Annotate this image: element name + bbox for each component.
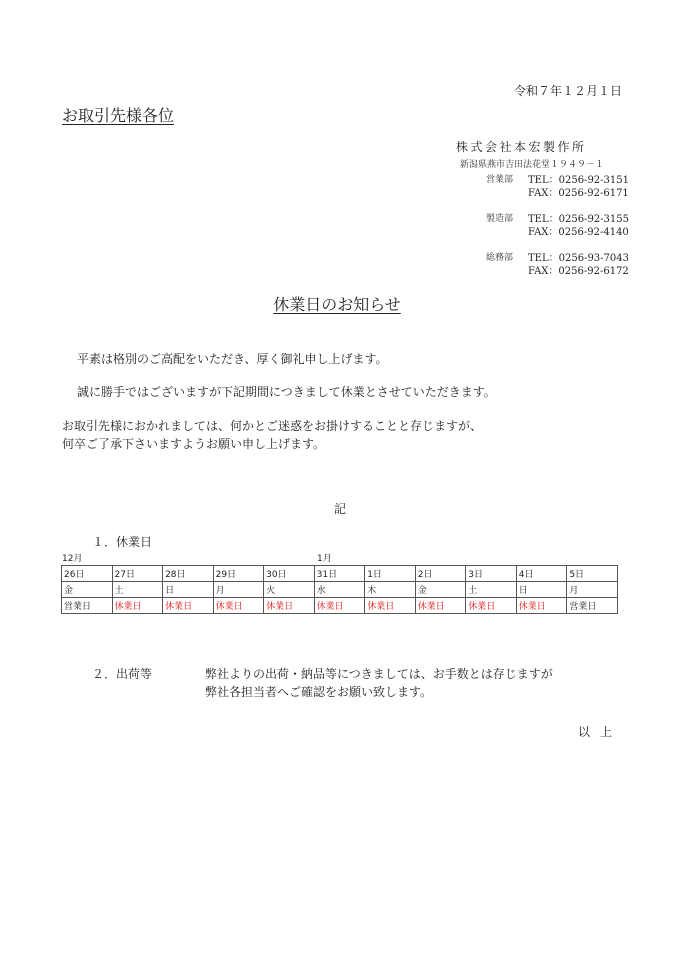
apology-line-1: お取引先様におかれましては、何かとご迷惑をお掛けすることと存じますが、 — [62, 419, 483, 433]
calendar-date-cell: 2日 — [415, 566, 466, 582]
calendar-status-cell: 休業日 — [213, 598, 264, 614]
calendar-status-cell: 休業日 — [112, 598, 163, 614]
calendar-weekday-cell: 月 — [213, 582, 264, 598]
month-january: 1月 — [317, 554, 332, 564]
calendar-status-cell: 営業日 — [62, 598, 113, 614]
document-date: 令和７年１２月１日 — [513, 84, 622, 98]
greeting-paragraph: 平素は格別のご高配をいただき、厚く御礼申し上げます。 — [77, 352, 388, 366]
calendar-date-cell: 3日 — [466, 566, 517, 582]
calendar-weekday-cell: 土 — [466, 582, 517, 598]
section-holidays-label: １．休業日 — [92, 535, 153, 549]
calendar-status-cell: 休業日 — [365, 598, 416, 614]
fax-sales: FAX：0256-92-6171 — [528, 188, 629, 199]
fax-manufacturing: FAX：0256-92-4140 — [528, 227, 629, 238]
dept-manufacturing: 製造部 — [486, 214, 514, 224]
company-address: 新潟県燕市吉田法花堂１９４９－１ — [460, 160, 605, 170]
calendar-date-cell: 26日 — [62, 566, 113, 582]
fax-general-affairs: FAX：0256-92-6172 — [528, 266, 629, 277]
company-name: 株式会社本宏製作所 — [456, 140, 587, 154]
calendar-weekday-cell: 日 — [516, 582, 567, 598]
section-shipping-label: ２．出荷等 — [92, 667, 153, 681]
month-december: 12月 — [62, 554, 83, 564]
ki-marker: 記 — [334, 502, 347, 516]
shipping-text-line-1: 弊社よりの出荷・納品等につきましては、お手数とは存じますが — [205, 667, 553, 681]
notice-title — [0, 292, 674, 315]
calendar-date-cell: 1日 — [365, 566, 416, 582]
calendar-row-weekdays — [62, 582, 618, 598]
addressee: お取引先様各位 — [62, 106, 175, 125]
dept-sales: 営業部 — [486, 175, 514, 185]
calendar-weekday-cell: 土 — [112, 582, 163, 598]
holiday-calendar-table — [61, 565, 618, 614]
calendar-row-dates — [62, 566, 618, 582]
calendar-status-cell: 営業日 — [567, 598, 618, 614]
tel-general-affairs: TEL：0256-93-7043 — [528, 253, 629, 264]
calendar-status-cell: 休業日 — [264, 598, 315, 614]
calendar-weekday-cell: 月 — [567, 582, 618, 598]
apology-line-2: 何卒ご了承下さいますようお願い申し上げます。 — [62, 437, 326, 451]
notice-title-text: 休業日のお知らせ — [273, 295, 401, 314]
closing-mark: 以上 — [577, 725, 622, 739]
dept-general-affairs: 総務部 — [486, 253, 514, 263]
calendar-status-cell: 休業日 — [314, 598, 365, 614]
calendar-date-cell: 4日 — [516, 566, 567, 582]
calendar-status-cell: 休業日 — [466, 598, 517, 614]
calendar-weekday-cell: 木 — [365, 582, 416, 598]
shipping-text-line-2: 弊社各担当者へご確認をお願い致します。 — [205, 685, 433, 699]
calendar-date-cell: 27日 — [112, 566, 163, 582]
calendar-date-cell: 29日 — [213, 566, 264, 582]
tel-manufacturing: TEL：0256-92-3155 — [528, 214, 629, 225]
calendar-date-cell: 31日 — [314, 566, 365, 582]
calendar-row-status — [62, 598, 618, 614]
calendar-status-cell: 休業日 — [516, 598, 567, 614]
calendar-date-cell: 30日 — [264, 566, 315, 582]
calendar-weekday-cell: 日 — [163, 582, 214, 598]
calendar-weekday-cell: 火 — [264, 582, 315, 598]
calendar-weekday-cell: 水 — [314, 582, 365, 598]
calendar-status-cell: 休業日 — [415, 598, 466, 614]
tel-sales: TEL：0256-92-3151 — [528, 175, 629, 186]
calendar-weekday-cell: 金 — [415, 582, 466, 598]
calendar-status-cell: 休業日 — [163, 598, 214, 614]
calendar-weekday-cell: 金 — [62, 582, 113, 598]
calendar-date-cell: 5日 — [567, 566, 618, 582]
closure-paragraph: 誠に勝手ではございますが下記期間につきまして休業とさせていただきます。 — [77, 385, 496, 399]
calendar-date-cell: 28日 — [163, 566, 214, 582]
